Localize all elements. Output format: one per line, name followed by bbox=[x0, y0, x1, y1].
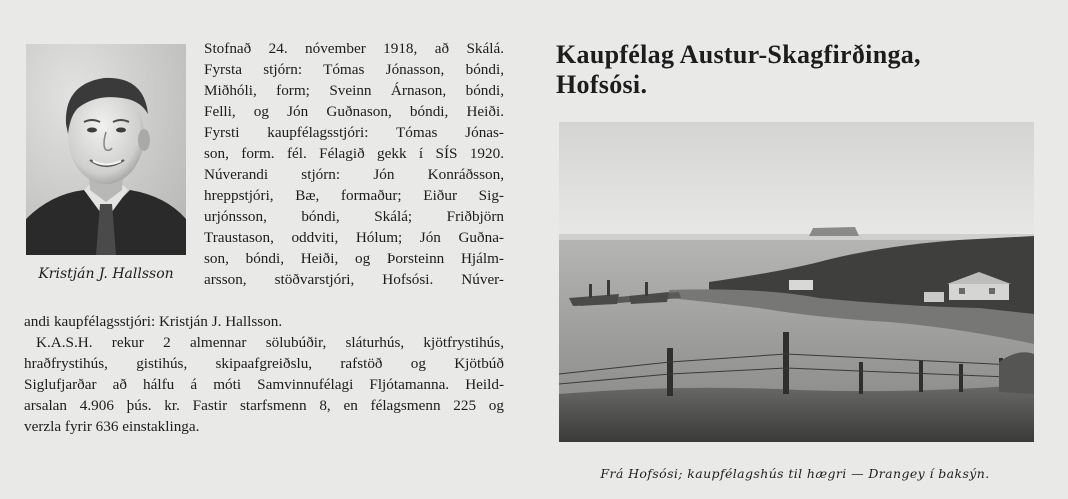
headline bbox=[556, 40, 1036, 100]
portrait-photo bbox=[26, 44, 186, 255]
harbor-image bbox=[559, 122, 1034, 442]
article-line: son, form. fél. Félagið gekk í SÍS 1920. bbox=[204, 145, 504, 162]
photo-caption: Frá Hofsósi; kaupfélagshús til hægri — Drangey í baksýn. bbox=[600, 466, 990, 481]
article-line: Stofnað 24. nóvember 1918, að Skálá. bbox=[204, 40, 504, 57]
article-line: Traustason, oddviti, Hólum; Jón Guðna- bbox=[204, 229, 504, 246]
article-line: son, bóndi, Heiði, og Þorsteinn Hjálm- bbox=[204, 250, 504, 267]
article-line: Núverandi stjórn: Jón Konráðsson, bbox=[204, 166, 504, 183]
article-line: hraðfrystihús, gistihús, skipaafgreiðslu, rafstöð og Kjötbúð bbox=[24, 355, 504, 372]
article-line: arsalan 4.906 þús. kr. Fastir starfsmenn 8, en félagsmenn 225 og bbox=[24, 397, 504, 414]
article-line: K.A.S.H. rekur 2 almennar sölubúðir, sláturhús, kjötfrystihús, bbox=[36, 334, 504, 351]
article-line: verzla fyrir 636 einstaklinga. bbox=[24, 418, 200, 435]
article-line: urjónsson, bóndi, Skálá; Friðbjörn bbox=[204, 208, 504, 225]
article-line: arsson, stöðvarstjóri, Hofsósi. Núver- bbox=[204, 271, 504, 288]
article-line: Fyrsta stjórn: Tómas Jónasson, bóndi, bbox=[204, 61, 504, 78]
portrait-caption: Kristján J. Hallsson bbox=[38, 266, 174, 282]
article-text-continued bbox=[24, 311, 504, 437]
article-line: Siglufjarðar að hálfu á móti Samvinnufélagi Fljótamanna. Heild- bbox=[24, 376, 504, 393]
article-line: Felli, og Jón Guðnason, bóndi, Heiði. bbox=[204, 103, 504, 120]
harbor-photo bbox=[559, 122, 1034, 442]
headline-line: Kaupfélag Austur-Skagfirðinga, bbox=[556, 40, 921, 69]
headline-line: Hofsósi. bbox=[556, 70, 648, 99]
article-line: andi kaupfélagsstjóri: Kristján J. Hallsson. bbox=[24, 313, 283, 330]
article-line: Miðhóli, form; Sveinn Árnason, bóndi, bbox=[204, 82, 504, 99]
article-line: Fyrsti kaupfélagsstjóri: Tómas Jónas- bbox=[204, 124, 504, 141]
article-text bbox=[204, 38, 504, 290]
article-line: hreppstjóri, Bæ, formaður; Eiður Sig- bbox=[204, 187, 504, 204]
portrait-image bbox=[26, 44, 186, 255]
